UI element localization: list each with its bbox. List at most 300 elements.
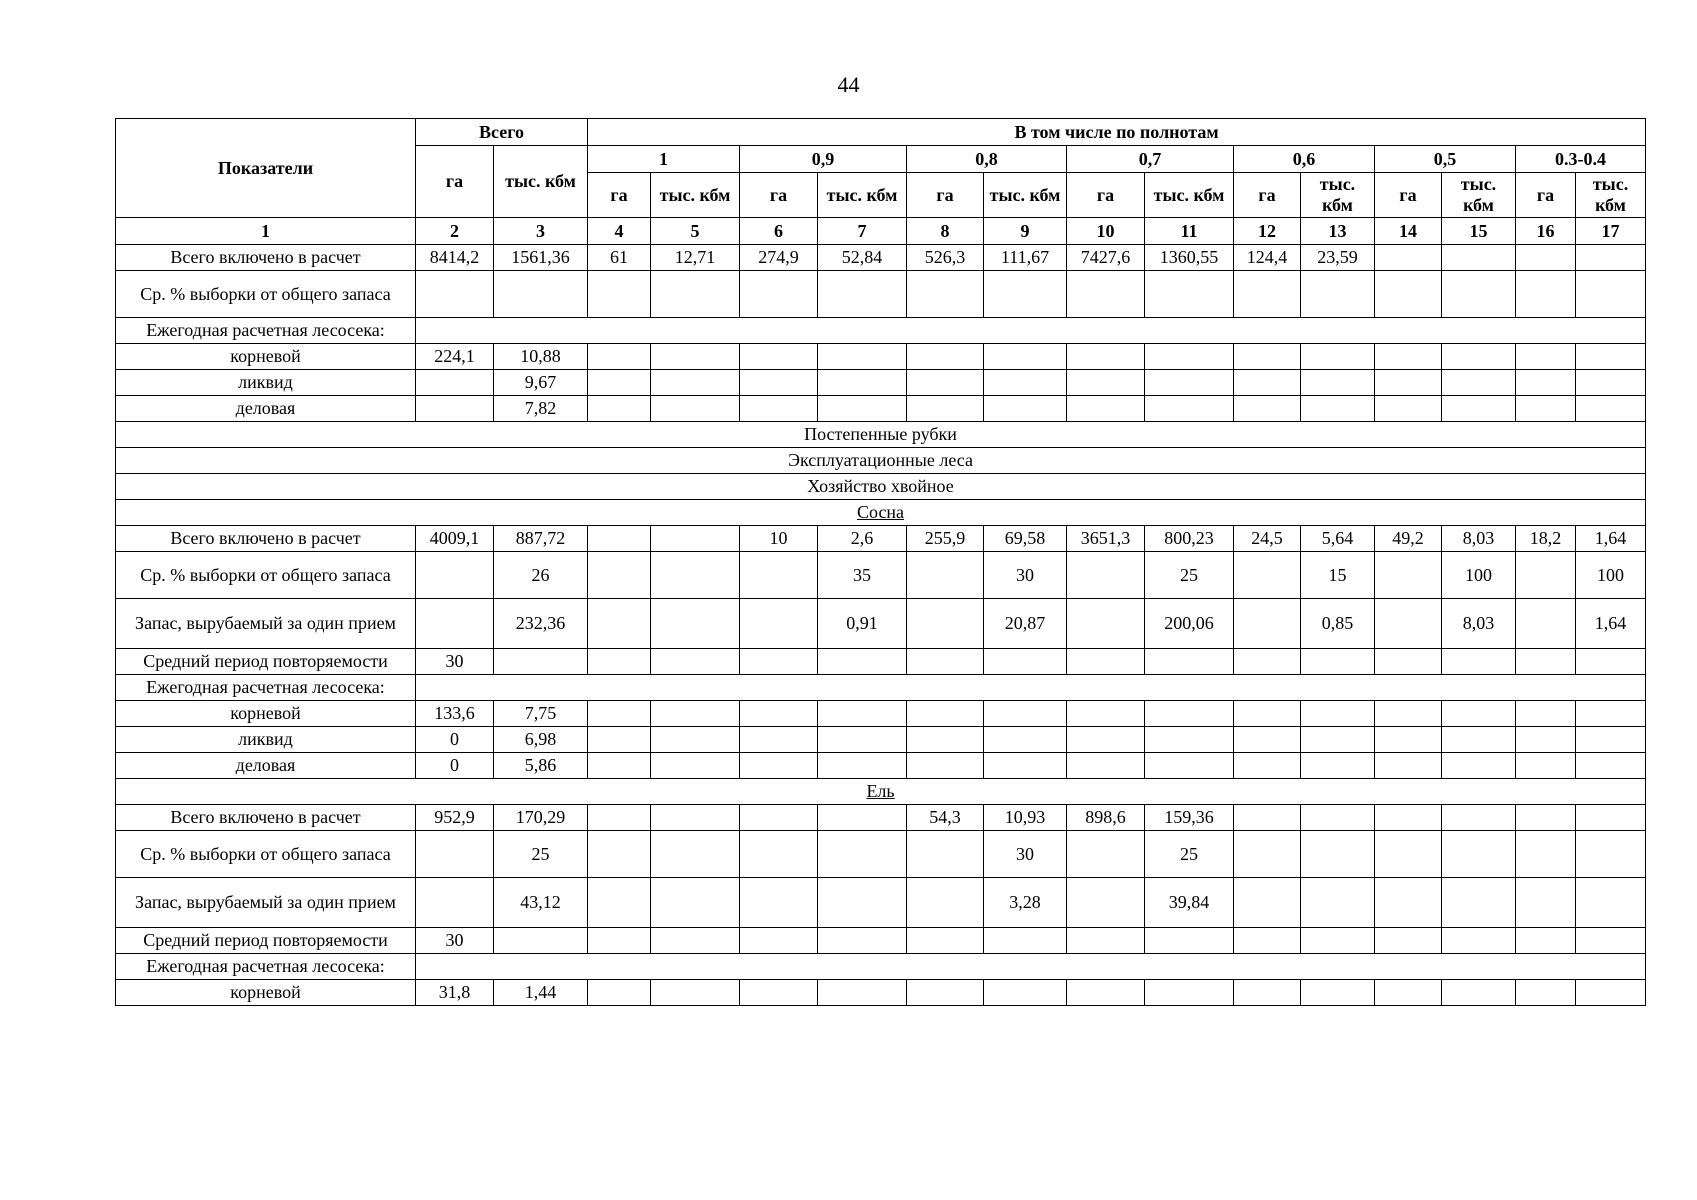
table-cell (588, 805, 651, 831)
table-cell (818, 344, 907, 370)
group-label-row (116, 675, 1646, 701)
table-cell (1516, 753, 1576, 779)
table-cell (416, 370, 494, 396)
header-unit-m3: тыс. кбм (818, 173, 907, 218)
table-cell (740, 396, 818, 422)
table-cell (818, 878, 907, 928)
table-cell (416, 599, 494, 649)
table-cell (740, 878, 818, 928)
section-title (116, 779, 1646, 805)
table-cell (1516, 245, 1576, 271)
table-cell (1375, 805, 1442, 831)
table-cell: 25 (1145, 831, 1234, 878)
header-total: Всего (416, 119, 588, 146)
table-cell: 15 (1301, 552, 1375, 599)
table-cell (1234, 271, 1301, 318)
table-row (116, 831, 1646, 878)
table-cell (1301, 370, 1375, 396)
table-cell (1301, 831, 1375, 878)
table-cell (1234, 831, 1301, 878)
table-cell (818, 980, 907, 1006)
table-cell (588, 526, 651, 552)
table-cell (651, 649, 740, 675)
table-cell: 4009,1 (416, 526, 494, 552)
table-row (116, 526, 1646, 552)
table-cell (1375, 245, 1442, 271)
table-cell (740, 805, 818, 831)
row-label: Средний период повторяемости (116, 928, 416, 954)
header-density: 0,5 (1375, 146, 1516, 173)
table-cell: 69,58 (984, 526, 1067, 552)
table-cell (1375, 271, 1442, 318)
table-cell (1442, 344, 1516, 370)
row-label: корневой (116, 701, 416, 727)
table-cell (651, 980, 740, 1006)
table-cell: 100 (1576, 552, 1646, 599)
section-title-text: Ель (866, 781, 895, 802)
table-cell (1516, 552, 1576, 599)
row-label: Ежегодная расчетная лесосека: (116, 954, 416, 980)
table-cell (1067, 928, 1145, 954)
table-cell (818, 727, 907, 753)
table-cell (984, 928, 1067, 954)
table-cell: 24,5 (1234, 526, 1301, 552)
table-cell (588, 753, 651, 779)
table-cell (1516, 344, 1576, 370)
table-cell (907, 370, 984, 396)
table-cell (1516, 396, 1576, 422)
table-cell (818, 649, 907, 675)
table-cell (416, 954, 1646, 980)
table-cell: 5,64 (1301, 526, 1375, 552)
table-cell (1442, 831, 1516, 878)
table-cell (907, 552, 984, 599)
table-cell: 7427,6 (1067, 245, 1145, 271)
table-cell (588, 599, 651, 649)
table-cell: 10 (740, 526, 818, 552)
table-cell: 26 (494, 552, 588, 599)
table-cell: 1,64 (1576, 599, 1646, 649)
header-total-m3: тыс. кбм (494, 146, 588, 218)
table-cell: 39,84 (1145, 878, 1234, 928)
table-cell (1301, 928, 1375, 954)
row-label: Средний период повторяемости (116, 649, 416, 675)
table-cell (1375, 599, 1442, 649)
table-cell (1375, 980, 1442, 1006)
table-cell (1234, 928, 1301, 954)
table-cell (740, 599, 818, 649)
table-cell: 52,84 (818, 245, 907, 271)
row-label: Ежегодная расчетная лесосека: (116, 675, 416, 701)
table-cell (1145, 928, 1234, 954)
table-cell: 7,82 (494, 396, 588, 422)
table-cell: 100 (1442, 552, 1516, 599)
column-number: 8 (907, 218, 984, 245)
table-cell (907, 599, 984, 649)
table-cell: 35 (818, 552, 907, 599)
table-cell (740, 928, 818, 954)
table-row (116, 599, 1646, 649)
table-cell (1375, 878, 1442, 928)
header-unit-ha: га (588, 173, 651, 218)
table-cell (1516, 271, 1576, 318)
table-cell: 8414,2 (416, 245, 494, 271)
table-cell (1067, 370, 1145, 396)
table-cell: 8,03 (1442, 599, 1516, 649)
table-cell (907, 271, 984, 318)
header-total-ha: га (416, 146, 494, 218)
header-unit-m3: тыс. кбм (1442, 173, 1516, 218)
table-cell (1516, 805, 1576, 831)
table-cell (740, 727, 818, 753)
table-cell (1375, 370, 1442, 396)
table-cell (1375, 701, 1442, 727)
table-cell (1576, 344, 1646, 370)
table-cell (818, 753, 907, 779)
table-cell (494, 649, 588, 675)
section-title (116, 474, 1646, 500)
table-cell (1234, 370, 1301, 396)
table-cell (1145, 727, 1234, 753)
row-label: Всего включено в расчет (116, 526, 416, 552)
table-cell: 274,9 (740, 245, 818, 271)
table-cell (651, 396, 740, 422)
section-title-text: Постепенные рубки (804, 424, 957, 445)
table-cell (1067, 878, 1145, 928)
table-cell (1067, 727, 1145, 753)
table-cell (1145, 271, 1234, 318)
header-unit-ha: га (1234, 173, 1301, 218)
table-cell (907, 396, 984, 422)
table-cell (740, 701, 818, 727)
section-title-text: Эксплуатационные леса (788, 450, 973, 471)
table-row (116, 980, 1646, 1006)
table-cell: 0,85 (1301, 599, 1375, 649)
header-density: 0.3-0.4 (1516, 146, 1646, 173)
table-cell (1442, 649, 1516, 675)
table-cell (651, 928, 740, 954)
table-cell (907, 878, 984, 928)
header-unit-m3: тыс. кбм (984, 173, 1067, 218)
table-cell: 20,87 (984, 599, 1067, 649)
table-cell (1442, 928, 1516, 954)
table-cell (1301, 727, 1375, 753)
table-cell (1234, 980, 1301, 1006)
table-cell (818, 396, 907, 422)
table-cell (416, 552, 494, 599)
row-label: деловая (116, 396, 416, 422)
table-cell (588, 727, 651, 753)
table-cell (651, 701, 740, 727)
table-cell: 1561,36 (494, 245, 588, 271)
table-cell (1301, 649, 1375, 675)
table-row (116, 727, 1646, 753)
header-density: 0,6 (1234, 146, 1375, 173)
table-row (116, 878, 1646, 928)
section-title-text: Хозяйство хвойное (807, 476, 954, 497)
table-row (116, 649, 1646, 675)
table-cell: 10,88 (494, 344, 588, 370)
table-cell (1145, 370, 1234, 396)
table-cell: 111,67 (984, 245, 1067, 271)
table-cell (740, 753, 818, 779)
column-number: 9 (984, 218, 1067, 245)
table-cell (1375, 396, 1442, 422)
table-cell: 124,4 (1234, 245, 1301, 271)
column-number: 14 (1375, 218, 1442, 245)
table-cell (1145, 649, 1234, 675)
table-cell (907, 831, 984, 878)
column-number: 13 (1301, 218, 1375, 245)
table-cell (984, 271, 1067, 318)
table-cell (1301, 344, 1375, 370)
table-cell: 2,6 (818, 526, 907, 552)
table-cell (588, 980, 651, 1006)
table-row (116, 552, 1646, 599)
section-row (116, 500, 1646, 526)
table-cell (1576, 753, 1646, 779)
table-cell: 23,59 (1301, 245, 1375, 271)
column-numbers-row (116, 218, 1646, 245)
table-cell (1301, 396, 1375, 422)
row-label: ликвид (116, 370, 416, 396)
table-cell (1576, 701, 1646, 727)
table-cell (1067, 701, 1145, 727)
section-row (116, 448, 1646, 474)
table-cell (1234, 753, 1301, 779)
column-number: 17 (1576, 218, 1646, 245)
table-cell (984, 649, 1067, 675)
table-cell (1516, 649, 1576, 675)
row-label: ликвид (116, 727, 416, 753)
header-unit-ha: га (1067, 173, 1145, 218)
row-label: деловая (116, 753, 416, 779)
table-cell (1442, 370, 1516, 396)
table-cell (1516, 928, 1576, 954)
table-cell (1301, 878, 1375, 928)
table-cell: 952,9 (416, 805, 494, 831)
header-density: 1 (588, 146, 740, 173)
table-cell (416, 675, 1646, 701)
column-number: 3 (494, 218, 588, 245)
table-cell (1516, 701, 1576, 727)
table-cell (416, 271, 494, 318)
table-cell (740, 980, 818, 1006)
table-cell (588, 831, 651, 878)
table-cell (1067, 271, 1145, 318)
column-number: 11 (1145, 218, 1234, 245)
table-cell (588, 344, 651, 370)
table-cell (1067, 599, 1145, 649)
table-cell (907, 344, 984, 370)
table-cell: 30 (984, 552, 1067, 599)
row-label: Запас, вырубаемый за один прием (116, 599, 416, 649)
section-title (116, 500, 1646, 526)
table-cell (1067, 753, 1145, 779)
table-cell (651, 878, 740, 928)
table-cell: 25 (1145, 552, 1234, 599)
table-cell (588, 396, 651, 422)
table-row (116, 753, 1646, 779)
row-label: корневой (116, 344, 416, 370)
table-cell (1516, 370, 1576, 396)
table-cell (1516, 980, 1576, 1006)
table-cell: 887,72 (494, 526, 588, 552)
table-cell (1442, 805, 1516, 831)
table-cell: 43,12 (494, 878, 588, 928)
table-cell (818, 928, 907, 954)
table-cell (1576, 831, 1646, 878)
table-cell (588, 701, 651, 727)
table-cell (651, 271, 740, 318)
table-cell (1234, 599, 1301, 649)
table-cell (651, 727, 740, 753)
table-row (116, 370, 1646, 396)
table-cell (1375, 753, 1442, 779)
table-cell (494, 928, 588, 954)
table-cell (740, 552, 818, 599)
table-cell: 30 (416, 649, 494, 675)
table-body (116, 245, 1646, 1006)
table-cell (1067, 552, 1145, 599)
table-cell: 159,36 (1145, 805, 1234, 831)
table-cell (1234, 727, 1301, 753)
section-row (116, 474, 1646, 500)
table-cell (651, 526, 740, 552)
table-cell (1234, 552, 1301, 599)
table-cell (588, 878, 651, 928)
table-cell: 5,86 (494, 753, 588, 779)
table-cell: 526,3 (907, 245, 984, 271)
table-cell (907, 928, 984, 954)
row-label: Всего включено в расчет (116, 245, 416, 271)
table-cell (818, 701, 907, 727)
table-row (116, 271, 1646, 318)
section-title-text: Сосна (856, 502, 905, 523)
table-cell: 1,44 (494, 980, 588, 1006)
table-cell (1576, 370, 1646, 396)
table-cell (1375, 831, 1442, 878)
column-number: 4 (588, 218, 651, 245)
table-row (116, 928, 1646, 954)
table-cell (416, 396, 494, 422)
table-cell (818, 271, 907, 318)
table-cell (818, 370, 907, 396)
row-label: Запас, вырубаемый за один прием (116, 878, 416, 928)
header-density: 0,7 (1067, 146, 1234, 173)
row-label: Ср. % выборки от общего запаса (116, 831, 416, 878)
table-cell (416, 831, 494, 878)
table-row (116, 805, 1646, 831)
table-cell (740, 370, 818, 396)
section-title (116, 448, 1646, 474)
table-cell (1576, 396, 1646, 422)
section-row (116, 422, 1646, 448)
column-number: 10 (1067, 218, 1145, 245)
table-cell: 49,2 (1375, 526, 1442, 552)
table-cell: 12,71 (651, 245, 740, 271)
table-cell: 3651,3 (1067, 526, 1145, 552)
table-cell: 30 (416, 928, 494, 954)
table-cell: 61 (588, 245, 651, 271)
table-cell: 255,9 (907, 526, 984, 552)
table-cell: 0,91 (818, 599, 907, 649)
table-cell (1301, 271, 1375, 318)
table-cell (907, 701, 984, 727)
table-cell: 898,6 (1067, 805, 1145, 831)
table-cell (818, 805, 907, 831)
header-density: 0,9 (740, 146, 907, 173)
table-cell (588, 271, 651, 318)
header-unit-m3: тыс. кбм (1576, 173, 1646, 218)
table-cell (907, 727, 984, 753)
table-cell: 6,98 (494, 727, 588, 753)
table-cell (651, 805, 740, 831)
row-label: корневой (116, 980, 416, 1006)
table-cell (1576, 928, 1646, 954)
table-cell (1442, 245, 1516, 271)
column-number: 6 (740, 218, 818, 245)
table-cell (1145, 753, 1234, 779)
table-cell (1375, 928, 1442, 954)
column-number: 16 (1516, 218, 1576, 245)
table-cell (984, 727, 1067, 753)
table-cell: 170,29 (494, 805, 588, 831)
column-number: 2 (416, 218, 494, 245)
table-cell: 800,23 (1145, 526, 1234, 552)
table-row (116, 344, 1646, 370)
table-cell (588, 370, 651, 396)
table-cell (1067, 396, 1145, 422)
table-cell (1234, 878, 1301, 928)
table-cell (651, 831, 740, 878)
table-cell (494, 271, 588, 318)
table-cell (651, 370, 740, 396)
table-cell: 232,36 (494, 599, 588, 649)
page-number: 44 (837, 72, 860, 97)
table-cell (1442, 396, 1516, 422)
table-cell (1516, 878, 1576, 928)
table-cell (1375, 649, 1442, 675)
table-cell (1145, 396, 1234, 422)
table-cell (588, 649, 651, 675)
table-cell (740, 271, 818, 318)
table-cell (416, 318, 1646, 344)
table-cell (1067, 831, 1145, 878)
table-cell (1576, 245, 1646, 271)
table-cell (588, 928, 651, 954)
row-label: Ср. % выборки от общего запаса (116, 271, 416, 318)
table-cell (1234, 649, 1301, 675)
row-label: Всего включено в расчет (116, 805, 416, 831)
table-cell: 0 (416, 727, 494, 753)
section-title (116, 422, 1646, 448)
row-label: Ср. % выборки от общего запаса (116, 552, 416, 599)
table-cell (1442, 271, 1516, 318)
table-cell (651, 753, 740, 779)
column-number: 15 (1442, 218, 1516, 245)
header-unit-ha: га (1375, 173, 1442, 218)
column-number: 7 (818, 218, 907, 245)
table-row (116, 701, 1646, 727)
table-cell (1301, 980, 1375, 1006)
table-cell (1576, 805, 1646, 831)
table-cell (1234, 701, 1301, 727)
table-cell: 10,93 (984, 805, 1067, 831)
table-cell (1516, 831, 1576, 878)
table-cell (740, 831, 818, 878)
column-number: 12 (1234, 218, 1301, 245)
